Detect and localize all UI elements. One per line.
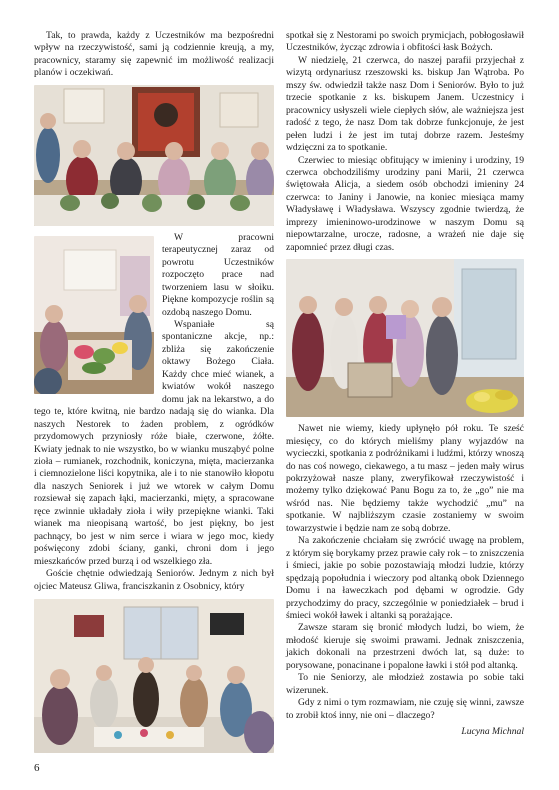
paragraph: spotkał się z Nestorami po swoich prymicjach, pobłogosławił Uczestników, życząc zdrowia i obfitości łask Bożych. [286,30,524,54]
author-signature: Lucyna Michnal [461,726,524,738]
paragraph: Zawsze staram się bronić młodych ludzi, bo wiem, że młodość kieruje się swoimi prawami. Jednak zniszczenia, jakich dokonali na przestrzeni dwóch lat, są duże: to porysowane, ponacinane i popalone ławki i stół pod altanką. [286,622,524,671]
paragraph: W pracowni terapeutycznej zaraz od powrotu Uczestników rozpoczęto prace nad tworzeniem lasu w słoiku. Piękne kompozycje roślin są ozdobą naszego Domu. [162,231,274,318]
page-number: 6 [34,762,40,774]
paragraph: To nie Seniorzy, ale młodzież zostawia po sobie taki wizerunek. [286,672,524,696]
photo-guest-visit-image [34,599,274,753]
paragraph: Nawet nie wiemy, kiedy upłynęło pół roku. Te sześć miesięcy, co do których mieliśmy plany wyjazdów na wycieczki, spotkania z podróżnikami i ludźmi, którzy wnoszą do nas coś nowego, ciekawego, a tu masz – jeden mały wirus pokrzyżował nasze plany, zweryfikował rzeczywistość i możemy tylko dziękować Panu Bogu za to, że „go” nie ma wśród nas. Nie będziemy także wychodzić „mu” na spotkanie. W najbliższym czasie zostaniemy w swoim towarzystwie i będzie nam ze sobą dobrze. [286,423,524,534]
photo-seniors-at-table-image [34,85,274,226]
paragraph: Na zakończenie chciałam się zwrócić uwagę na problem, z którym się borykamy przez prawie cały rok – to zniszczenia i śmieci, jakie po sobie pozostawiają młodzi ludzie, którzy spędzają popołudnia i wieczory pod altanką obok Dziennego Domu i na ławeczkach pod dębami w ogrodzie. Gdy przychodzimy do pracy, szczególnie w poniedziałek – brud i śmieci wokół ławek i altanki są porażające. [286,535,524,621]
photo-wreath-making [34,236,154,394]
paragraph: Goście chętnie odwiedzają Seniorów. Jednym z nich był ojciec Mateusz Gliwa, franciszkanin z Osobnicy, który [34,568,274,592]
paragraph: Wspaniałe są spontaniczne akcje, np.: zbliża się zakończenie oktawy Bożego Ciała. Każdy chce mieć wianek, a kwiatów wokół naszego domu jak na lekarstwo, a do tego te, które kwitną, nie bardzo nadają się do wianka. Dla naszych Nestorek to żaden problem, z ogródków przydomowych przyniosły róże białe, czerwone, żółte. Kwiaty jednak to nie wszystko, bo w wianku musząbyć polne zioła – rumianek, rozchodnik, koniczyna, mięta, macierzanka i ciemnozielone liści kopytnika, ale i to nie stanowiło kłopotu dla naszych Seniorek i już we wtorek w całym Domu rozsiewał się zapach łąki, macierzanki, mięty, a spracowane ręce zwinnie układały zioła i wiły przepiękne wianki. Taki wianek ma nieopisaną wartość, bo jest piękny, bo jest pachnący, bo jest w nim serce i wiara w jego moc, kiedy poświęcony zdobi ściany, ganki, chroni dom i jego mieszkańców przed burzą i od wszelkiego zła. [34,318,274,567]
right-column [286,30,524,750]
paragraph: W niedzielę, 21 czerwca, do naszej parafii przyjechał z wizytą ordynariusz rzeszowski ks. biskup Jan Wątroba. Po mszy św. odwiedził także nasz Dom i Seniorów. Było to już trzecie spotkanie z ks. biskupem Janem. Uczestnicy i pracownicy usłyszeli wiele ciepłych słów, ale ważniejsza jest radość z tego, że nasz Dom tak dobrze funkcjonuje, że jest pełen ludzi i że jest im tutaj dobrze razem. Jesteśmy wdzięczni za to spotkanie. [286,54,524,154]
photo-guest-visit [34,599,274,753]
left-column [34,30,274,750]
photo-wreath-making-image [34,236,154,394]
photo-name-day-celebration [286,259,524,417]
paragraph: Czerwiec to miesiąc obfitujący w imieniny i urodziny, 19 czerwca obchodziliśmy urodziny pani Marii, 21 czerwca świętowała Alicja, a siedem osób obchodzi imieniny 24 czerwca: to Janiny i Janowie, na koniec miesiąca mamy Władysławę i Władysława. Wszyscy zgodnie twierdzą, że imprezy imieninowo-urodzinowe w naszym Domu są niepowtarzalne, urocze, radosne, a wrażeń nie daje się zapomnieć przez długi czas. [286,154,524,253]
photo-name-day-celebration-image [286,259,524,417]
paragraph: Tak, to prawda, każdy z Uczestników ma bezpośredni wpływ na rzeczywistość, sami ją codziennie kreują, a my, pracownicy, staramy się zapewnić im możliwość realizacji planów i oczekiwań. [34,30,274,79]
paragraph: Gdy z nimi o tym rozmawiam, nie czuję się winni, zawsze to zrobił ktoś inny, nie oni – dlaczego? [286,697,524,721]
photo-seniors-at-table [34,85,274,226]
